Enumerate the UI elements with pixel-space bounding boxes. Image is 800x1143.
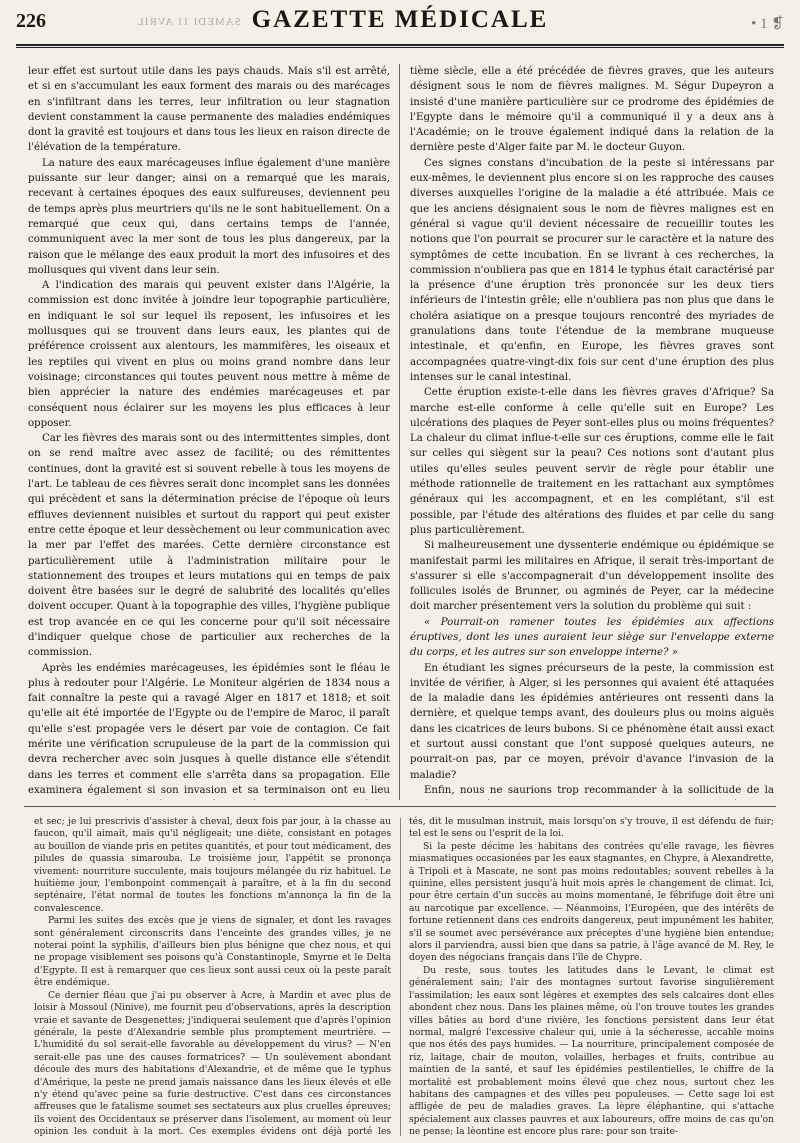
paragraph: Cette éruption existe-t-elle dans les fièvres graves d'Afrique? Sa marche est-elle conforme à celle qu'elle suit en Europe? Les ulcérations des plaques de Peyer sont-elles plus ou moins fréquentes? La chaleur du climat influe-t-elle sur ces éruptions, comme elle le fait sur celles qui siègent sur la peau? Ces notions sont d'autant plus utiles qu'elles seules peuvent servir de règle pour établir une méthode rationnelle de traitement en les rattachant aux symptômes généraux qui les accompagnent, et en les complétant, s'il est possible, par l'étude des altérations des fluides et par celle du sang plus particulièrement. — [410, 387, 774, 536]
bleed-through-text-right: • 1 ❡ — [751, 16, 784, 32]
masthead-title: GAZETTE MÉDICALE — [251, 6, 549, 33]
paragraph: Ces signes constans d'incubation de la peste si intéressans par eux-mêmes, le deviennent plus encore si on les rapproche des causes diverses auxquelles l'origine de la maladie a été attribuée. Mais ce que les anciens désignaient sous le nom de fièvres malignes est en général si vague qu'il devient nécessaire de recueillir toutes les notions que l'on pourrait se procurer sur le caractère et la nature des symptômes de cette incubation. En se livrant à ces recherches, la commission n'oubliera pas que en 1814 le typhus était caractérisé par la présence d'une éruption très prononcée sur les deux tiers inférieurs de l'intestin grêle; elle n'oubliera pas non plus que dans le choléra asiatique on a presque toujours rencontré des myriades de granulations dans toute l'étendue de la membrane muqueuse intestinale, et qu'enfin, en Europe, les fièvres graves sont accompagnées quatre-vingt-dix fois sur cent d'une éruption des plus intenses sur le canal intestinal. — [410, 157, 774, 383]
paragraph: Parmi les suites des excès que je viens de signaler, et dont les ravages sont généralement circonscrits dans l'enceinte des grandes villes, je ne noterai point la syphilis, d'ailleurs bien plus bénigne que chez nous, et qui ne propage visiblement ses poisons qu'à Constantinople, Smyrne et le Delta d'Egypte. Il est à remarquer que ces lieux sont aussi ceux où la peste paraît être endémique. — [34, 916, 391, 989]
right-column — [410, 64, 774, 800]
paragraph: Car les fièvres des marais sont ou des intermittentes simples, dont on se rend maître avec assez de facilité; ou des rémittentes continues, dont la gravité est si souvent rebelle à tous les moyens de l'art. Le tableau de ces fièvres serait donc incomplet sans les données qui précèdent et sans la détermination précise de l'époque où leurs effluves deviennent nuisibles et surtout du rapport qui peut exister entre cette époque et leur dessèchement ou leur communication avec la mer par l'effet des marées. Cette dernière circonstance est particulièrement utile à l'administration militaire pour le stationnement des troupes et leurs mutations qui en temps de paix doivent être basées sur le degré de salubrité des localités qu'elles doivent occuper. Quant à la topographie des villes, l'hygiène publique est trop avancée en ce qui les concerne pour qu'il soit nécessaire d'indiquer quelque chose de particulier aux recherches de la commission. — [28, 433, 390, 659]
paragraph: Après les endémies marécageuses, les épidémies sont le fléau le plus à redouter pour l'Algérie. Le Moniteur algérien de 1834 nous a fait connaître la peste qui a ravagé Alger en 1817 et 1818; et soit qu'elle ait été importée de l'Egypte ou de l'empire de Maroc, il paraît qu'elle s'est propagée vers le désert par voie de contagion. Ce fait mérite une vérification scrupuleuse de la part de la commission qui devra rechercher avec soin jusques à quelle distance elle s'étendit dans les terres et comment elle s'arrêta dans sa propagation. Elle examinera également si son invasion et sa terminaison ont eu lieu — [28, 662, 390, 796]
feuilleton-separator — [24, 806, 776, 807]
lower-right-column — [409, 816, 774, 1138]
paragraph: tième siècle, elle a été précédée de fièvres graves, que les auteurs désignent sous le nom de fièvres malignes. M. Ségur Dupeyron a insisté d'une manière particulière sur ce prodrome des épidémies de l'Egypte dans le mémoire qu'il a communiqué il y a deux ans à l'Académie; on le trouve également indiqué dans la relation de la dernière peste d'Alger faite par M. le docteur Guyon. — [410, 66, 774, 154]
page-number: 226 — [16, 10, 46, 32]
paragraph: Si malheureusement une dyssenterie endémique ou épidémique se manifestait parmi les militaires en Afrique, il serait très-important de s'assurer si elle s'accompagnerait d'un développement insolite des follicules isolés de Brunner, ou agminés de Peyer, car la médecine doit marcher présentement vers la solution du problème qui suit : — [410, 540, 774, 613]
paragraph: La nature des eaux marécageuses influe également d'une manière puissante sur leur danger; ainsi on a remarqué que les marais, recevant à certaines époques des eaux sulfureuses, deviennent peu de temps après plus meurtriers qu'ils ne le sont habituellement. On a remarqué que ceux qui, dans certains temps de l'année, communiquent avec la mer sont de tous les plus dangereux, par la raison que le mélange des eaux produit la mort des infusoires et des mollusques qui vivent dans leur sein. — [28, 157, 390, 276]
page-header — [16, 4, 784, 44]
paragraph: Enfin, nous ne saurions trop recommander à la sollicitude de la — [424, 784, 774, 796]
paragraph: leur effet est surtout utile dans les pays chauds. Mais s'il est arrêté, et si en s'accumulant les eaux forment des marais ou des marécages en s'infiltrant dans les terres, leur infiltration ou leur stagnation devient constamment la cause permanente des maladies endémiques dont la gravité est toujours et dans tous les lieux en raison directe de l'élévation de la température. — [28, 66, 390, 154]
paragraph: tés, dit le musulman instruit, mais lorsqu'on s'y trouve, il est défendu de fuir; tel est le sens ou l'esprit de la loi. — [409, 817, 774, 840]
paragraph: Du reste, sous toutes les latitudes dans le Levant, le climat est généralement sain; l'air des montagnes surtout favorise singulièrement l'assimilation; les eaux sont légères et exemptes des sels calcaires dont elles abondent chez nous. Dans les plaines même, où l'on trouve toutes les grandes villes bâties au bord d'une rivière, les fonctions persistent dans leur état normal, malgré l'excessive chaleur qui, unie à la sécheresse, accable moins que nos étés des pays humides. — La nourriture, principalement composée de riz, laitage, chair de mouton, volailles, herbages et fruits, contribue au maintien de la santé, et sauf les épidémies pestilentielles, le chiffre de la mortalité est probablement moins élevé que chez nous, surtout chez les habitans des campagnes et des villes peu populeuses. — Cette sage loi est affligée de peu de maladies graves. La lèpre éléphantine, qui s'attache spécialement aux classes pauvres et aux laboureurs, offre moins de cas qu'on ne pense; la lèontine est encore plus rare: pour son traite- — [409, 965, 774, 1138]
paragraph: Ce dernier fléau que j'ai pu observer à Acre, à Mardin et avec plus de loisir à Mossoul (Ninive), me fournit peu d'observations, après la description vraie et savante de Desgenettes; j'indiquerai seulement que d'après l'opinion générale, la peste d'Alexandrie semble plus promptement meurtrière. — L'humidité du sol serait-elle favorable au développement du virus? — N'en serait-elle pas une des causes formatrices? — Un soulèvement abondant découle des murs des habitations d'Alexandrie, et de même que le typhus d'Amérique, la peste ne prend jamais naissance dans les lieux élevés et elle n'y étend qu'avec peine sa furie destructive. C'est dans ces circonstances affreuses que le fatalisme soumet ses sectateurs aux plus cruelles épreuves; ils voient des Occidentaux se préserver dans l'isolement, au moment où leur opinion les conduit à la mort. Ces exemples évidens ont déjà porté les — [34, 990, 391, 1138]
header-rule-thin — [16, 47, 784, 48]
quotation: « Pourrait-on ramener toutes les épidémies aux affections éruptives, dont les unes auraient leur siège sur l'enveloppe externe du corps, et les autres sur son enveloppe interne? » — [410, 616, 774, 659]
paragraph: A l'indication des marais qui peuvent exister dans l'Algérie, la commission est donc invitée à joindre leur topographie particulière, en indiquant le sol sur lequel ils reposent, les infusoires et les mollusques qui se trouvent dans leurs eaux, les plantes qui de préférence croissent aux alentours, les mammifères, les oiseaux et les reptiles qui vivent en plus ou moins grand nombre dans leur voisinage; circonstances qui toutes peuvent nous mettre à même de bien apprécier la nature des endémies marécageuses et par conséquent nous éclairer sur les moyens les plus efficaces à leur opposer. — [28, 280, 390, 429]
paragraph: et sec; je lui prescrivis d'assister à cheval, deux fois par jour, à la chasse au faucon, qu'il aimait, mais qu'il négligeait; une diète, consistant en potages au bouillon de viande pris en petites quantités, et pour tout médicament, des pilules de quassia simarouba. Le troisième jour, l'appétit se prononça vivement: nourriture succulente, mais toujours mélangée du riz habituel. Le huitième jour, l'embonpoint commençait à paraître, et à la fin du second septénaire, l'état normal de toutes les fonctions m'annonça la fin de la convalescence. — [34, 817, 391, 914]
paragraph: Si la peste décime les habitans des contrées qu'elle ravage, les fièvres miasmatiques occasionées par les eaux stagnantes, en Chypre, à Alexandrette, à Tripoli et à Mascate, ne sont pas moins redoutables; souvent rebelles à la quinine, elles persistent jusqu'à huit mois après le changement de climat. Ici, pour être certain d'un succès au moins momentané, le fébrifuge doit être uni au narcotique par excellence. — Néanmoins, l'Européen, que des intérêts de fortune retiennent dans ces endroits dangereux, peut impunément les habiter, s'il se soumet avec persévérance aux préceptes d'une hygiène bien entendue; alors il parviendra, aussi bien que dans sa patrie, à l'âge avancé de M. Rey, le doyen des négocians français dans l'île de Chypre. — [409, 841, 774, 964]
header-rule — [16, 44, 784, 46]
lower-column-divider — [400, 818, 401, 1136]
paragraph: En étudiant les signes précurseurs de la peste, la commission est invitée de vérifier, à Alger, si les personnes qui avaient été attaquées de la maladie dans les épidémies antérieures ont ressenti dans la dernière, et quelque temps avant, des douleurs plus ou moins aiguës dans les cicatrices de leurs bubons. Si ce phénomène était aussi exact et surtout aussi constant que l'ont supposé quelques auteurs, ne pourrait-on pas, par ce moyen, prévoir d'avance l'invasion de la maladie? — [410, 662, 774, 781]
left-column — [28, 64, 390, 800]
column-divider — [399, 64, 400, 800]
lower-left-column — [34, 816, 391, 1138]
bleed-through-text-left: SAMEDI 11 AVRIL — [136, 16, 241, 28]
